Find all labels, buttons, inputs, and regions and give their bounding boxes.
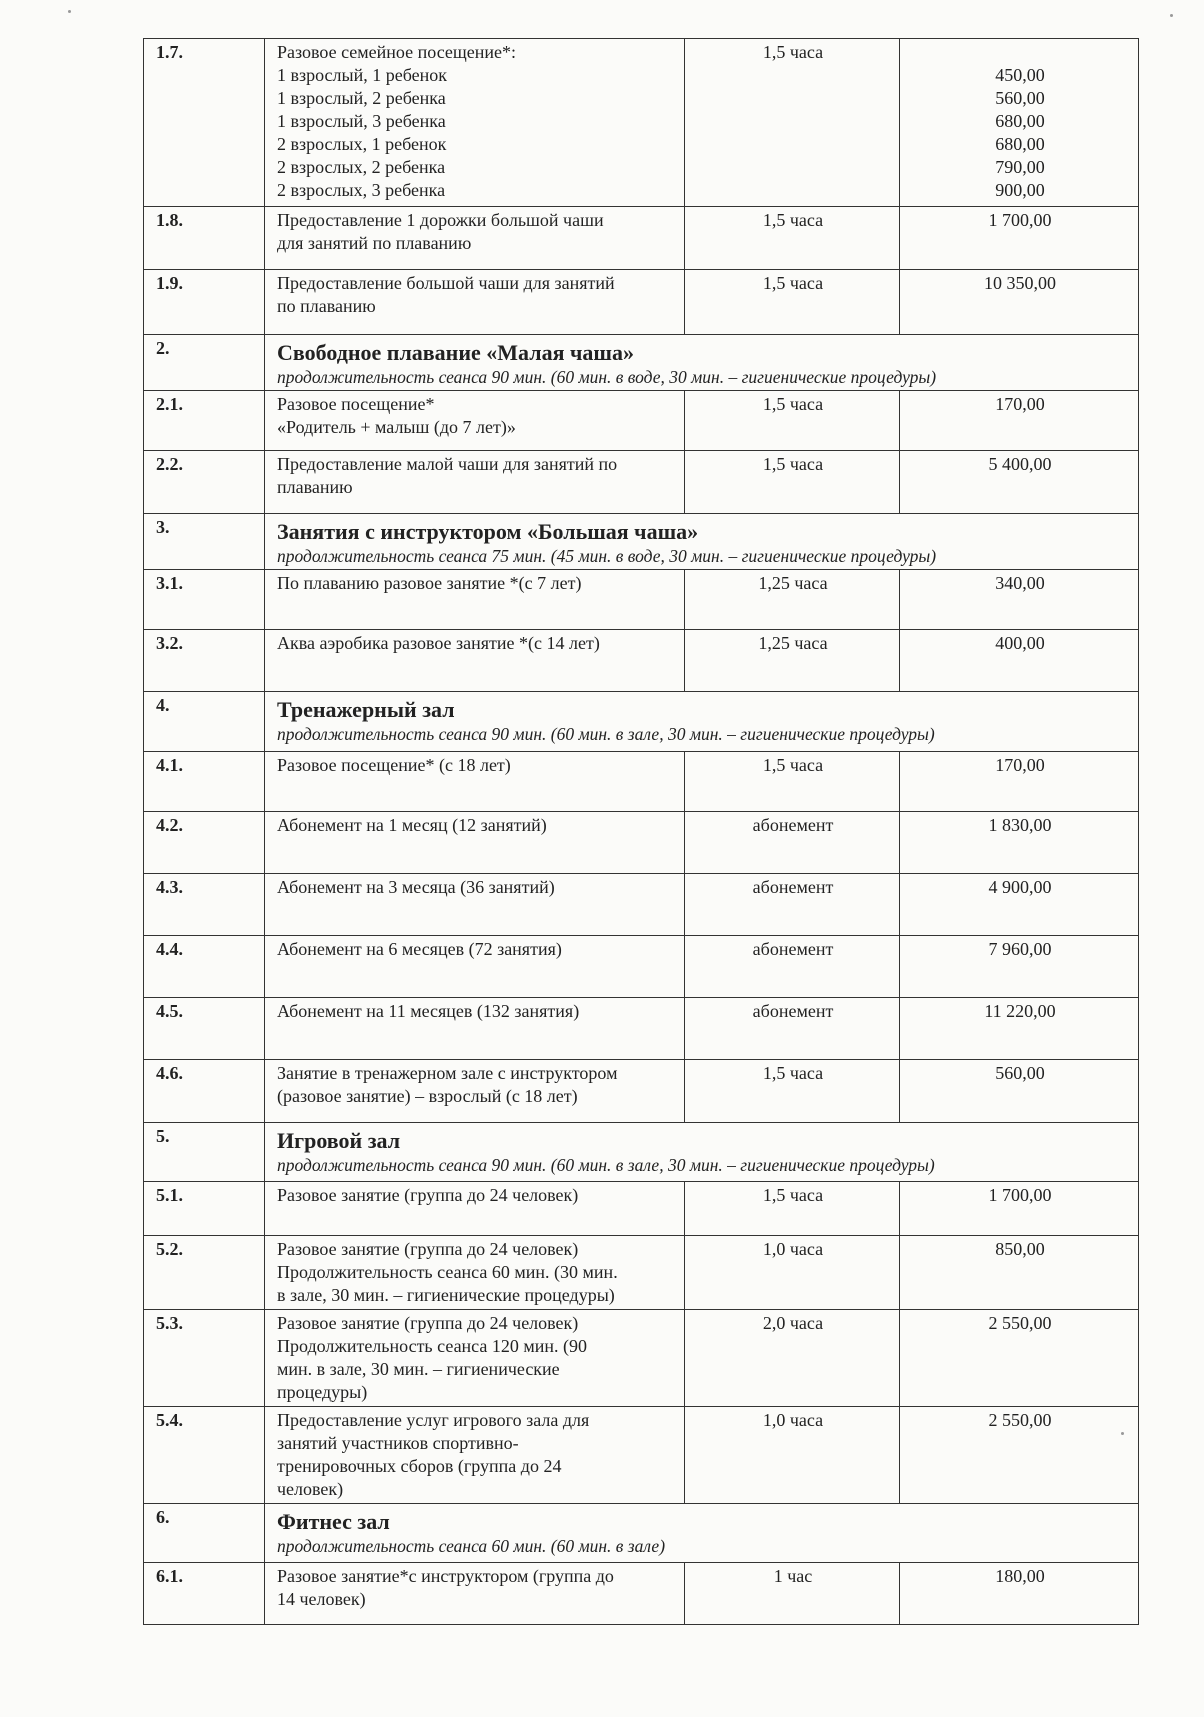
section-header-row [144,692,1139,752]
section-number-text: 2. [156,338,170,358]
service-name-line: Разовое занятие*с инструктором (группа до [277,1566,614,1586]
duration: 1,0 часа [762,1239,824,1259]
service-name-line: Абонемент на 11 месяцев (132 занятия) [277,1001,580,1021]
service-name-line: Аква аэробика разовое занятие *(с 14 лет) [277,633,600,653]
price-value: 11 220,00 [984,1001,1056,1021]
item-number [144,1310,265,1407]
service-name [265,936,685,998]
section-number-text: 4. [156,695,170,715]
service-name [265,1407,685,1504]
service-name-line: тренировочных сборов (группа до 24 [277,1456,562,1476]
price-row [144,570,1139,630]
service-name-line: Продолжительность сеанса 120 мин. (90 [277,1336,588,1356]
section-number [144,514,265,570]
item-number [144,39,265,207]
service-name-line: Предоставление малой чаши для занятий по [277,454,618,474]
price-value: 5 400,00 [988,454,1052,474]
service-name-line: в зале, 30 мин. – гигиенические процедуры) [277,1285,615,1305]
duration-cell [685,391,900,451]
price-value: 680,00 [995,134,1045,154]
service-name [265,1060,685,1123]
price-cell [900,752,1139,812]
duration: 1,25 часа [758,573,828,593]
price-value: 1 700,00 [988,210,1052,230]
price-cell [900,1407,1139,1504]
service-name [265,270,685,335]
service-name-line: (разовое занятие) – взрослый (с 18 лет) [277,1086,578,1106]
duration-cell [685,1310,900,1407]
price-value: 4 900,00 [988,877,1052,897]
service-name-line: «Родитель + малыш (до 7 лет)» [277,417,516,437]
duration-cell [685,207,900,270]
price-cell [900,812,1139,874]
duration: 1,5 часа [762,454,824,474]
section-header-row [144,335,1139,391]
item-number-text: 3.1. [156,573,183,593]
section-heading-cell [265,514,1139,570]
price-row [144,630,1139,692]
service-name-line: Разовое посещение* (с 18 лет) [277,755,511,775]
price-row [144,451,1139,514]
section-number-text: 5. [156,1126,170,1146]
price-value: 560,00 [995,1063,1045,1083]
price-value: 560,00 [995,88,1045,108]
service-name-line: Разовое семейное посещение*: [277,42,517,62]
section-title: Игровой зал [277,1128,401,1153]
item-number-text: 4.5. [156,1001,183,1021]
price-value: 400,00 [995,633,1045,653]
duration: 1,0 часа [762,1410,824,1430]
price-value: 1 700,00 [988,1185,1052,1205]
price-value: 450,00 [995,65,1045,85]
duration: абонемент [752,815,834,835]
service-name-line: плаванию [277,477,353,497]
service-name [265,1310,685,1407]
section-title: Свободное плавание «Малая чаша» [277,340,634,365]
price-row [144,1236,1139,1310]
item-number-text: 3.2. [156,633,183,653]
item-number [144,874,265,936]
price-cell [900,1310,1139,1407]
service-name-line: Разовое посещение* [277,394,435,414]
section-header-row [144,1123,1139,1182]
section-heading-cell [265,1123,1139,1182]
item-number [144,570,265,630]
item-number-text: 5.2. [156,1239,183,1259]
item-number [144,207,265,270]
section-subtitle: продолжительность сеанса 90 мин. (60 мин. в воде, 30 мин. – гигиенические процедуры) [277,367,937,387]
item-number [144,1060,265,1123]
duration: 1,5 часа [762,273,824,293]
service-name [265,391,685,451]
service-name [265,630,685,692]
duration-cell [685,874,900,936]
service-name-line: По плаванию разовое занятие *(с 7 лет) [277,573,582,593]
price-row [144,1182,1139,1236]
item-number-text: 1.8. [156,210,183,230]
price-value: 790,00 [995,157,1045,177]
service-name-line: для занятий по плаванию [277,233,472,253]
duration-cell [685,630,900,692]
duration-cell [685,570,900,630]
section-header-row [144,514,1139,570]
scan-speck [68,10,71,13]
service-name-line: Предоставление услуг игрового зала для [277,1410,590,1430]
item-number [144,998,265,1060]
duration-cell [685,998,900,1060]
price-row [144,270,1139,335]
price-list-table [143,38,1139,1625]
duration-cell [685,936,900,998]
section-heading-cell [265,335,1139,391]
duration-cell [685,752,900,812]
service-name [265,1182,685,1236]
section-subtitle: продолжительность сеанса 90 мин. (60 мин. в зале, 30 мин. – гигиенические процедуры) [277,1155,935,1175]
section-number [144,1504,265,1563]
section-subtitle: продолжительность сеанса 90 мин. (60 мин. в зале, 30 мин. – гигиенические процедуры) [277,724,935,744]
item-number-text: 2.1. [156,394,183,414]
item-number [144,630,265,692]
item-number-text: 5.4. [156,1410,183,1430]
service-name-line: 14 человек) [277,1589,366,1609]
service-name-line: Абонемент на 6 месяцев (72 занятия) [277,939,562,959]
item-number-text: 4.3. [156,877,183,897]
section-title: Занятия с инструктором «Большая чаша» [277,519,699,544]
price-row [144,39,1139,207]
service-name-line: Абонемент на 1 месяц (12 занятий) [277,815,547,835]
service-name-line: человек) [277,1479,344,1499]
price-row [144,1310,1139,1407]
price-value: 2 550,00 [988,1410,1052,1430]
duration-cell [685,451,900,514]
price-cell [900,451,1139,514]
item-number [144,1182,265,1236]
service-name-line: Занятие в тренажерном зале с инструктором [277,1063,618,1083]
section-number-text: 6. [156,1507,170,1527]
duration: 1,5 часа [762,1185,824,1205]
price-row [144,391,1139,451]
service-name-line: по плаванию [277,296,376,316]
service-name-line: Продолжительность сеанса 60 мин. (30 мин. [277,1262,618,1282]
section-number-text: 3. [156,517,170,537]
price-cell [900,391,1139,451]
price-value: 170,00 [995,755,1045,775]
price-list-body [144,39,1139,1625]
section-number [144,1123,265,1182]
price-cell [900,1182,1139,1236]
section-header-row [144,1504,1139,1563]
price-cell [900,1563,1139,1625]
service-name-line: 1 взрослый, 2 ребенка [277,88,446,108]
duration: 1,5 часа [762,755,824,775]
item-number [144,270,265,335]
service-name [265,39,685,207]
price-value: 180,00 [995,1566,1045,1586]
duration: 1,5 часа [762,42,824,62]
item-number-text: 4.1. [156,755,183,775]
item-number [144,812,265,874]
duration-cell [685,270,900,335]
service-name-line: Предоставление большой чаши для занятий [277,273,615,293]
duration-cell [685,1407,900,1504]
price-cell [900,936,1139,998]
item-number-text: 5.1. [156,1185,183,1205]
duration-cell [685,1060,900,1123]
item-number-text: 4.6. [156,1063,183,1083]
price-value: 680,00 [995,111,1045,131]
service-name [265,874,685,936]
section-subtitle: продолжительность сеанса 60 мин. (60 мин. в зале) [277,1536,666,1556]
duration: 1,5 часа [762,1063,824,1083]
service-name [265,207,685,270]
service-name-line: 2 взрослых, 2 ребенка [277,157,446,177]
section-heading-cell [265,1504,1139,1563]
price-cell [900,1236,1139,1310]
price-row [144,874,1139,936]
price-value: 340,00 [995,573,1045,593]
duration: абонемент [752,1001,834,1021]
price-cell [900,874,1139,936]
service-name-line: Разовое занятие (группа до 24 человек) [277,1185,579,1205]
price-value: 2 550,00 [988,1313,1052,1333]
price-list [912,41,1128,202]
price-row [144,207,1139,270]
item-number-text: 1.9. [156,273,183,293]
service-name-line: 2 взрослых, 3 ребенка [277,180,446,200]
service-name [265,451,685,514]
section-title: Тренажерный зал [277,697,455,722]
service-name-line: 2 взрослых, 1 ребенок [277,134,447,154]
item-number-text: 5.3. [156,1313,183,1333]
duration: 1,5 часа [762,210,824,230]
price-cell [900,39,1139,207]
section-number [144,335,265,391]
price-value: 900,00 [995,180,1045,200]
duration: абонемент [752,877,834,897]
price-row [144,812,1139,874]
price-row [144,1060,1139,1123]
duration: 1 час [773,1566,813,1586]
duration: 2,0 часа [762,1313,824,1333]
service-name [265,752,685,812]
item-number [144,752,265,812]
duration: 1,25 часа [758,633,828,653]
item-number-text: 4.2. [156,815,183,835]
service-name-line: 1 взрослый, 3 ребенка [277,111,446,131]
price-cell [900,1060,1139,1123]
price-value: 10 350,00 [984,273,1056,293]
price-value: 1 830,00 [988,815,1052,835]
price-value: 170,00 [995,394,1045,414]
item-number-text: 1.7. [156,42,183,62]
duration-cell [685,1236,900,1310]
item-number [144,936,265,998]
price-row [144,752,1139,812]
service-name [265,1563,685,1625]
section-heading-cell [265,692,1139,752]
service-name [265,1236,685,1310]
price-row [144,998,1139,1060]
item-number-text: 6.1. [156,1566,183,1586]
item-number [144,1407,265,1504]
duration-cell [685,812,900,874]
section-subtitle: продолжительность сеанса 75 мин. (45 мин. в воде, 30 мин. – гигиенические процедуры) [277,546,937,566]
service-name-line: Абонемент на 3 месяца (36 занятий) [277,877,555,897]
price-row [144,1563,1139,1625]
duration-cell [685,1563,900,1625]
section-title: Фитнес зал [277,1509,390,1534]
price-cell [900,570,1139,630]
service-name-line: Разовое занятие (группа до 24 человек) [277,1313,579,1333]
duration-cell [685,1182,900,1236]
item-number-text: 4.4. [156,939,183,959]
section-number [144,692,265,752]
service-name-line: мин. в зале, 30 мин. – гигиенические [277,1359,560,1379]
duration: 1,5 часа [762,394,824,414]
price-cell [900,270,1139,335]
duration-cell [685,39,900,207]
service-name [265,998,685,1060]
price-row [144,936,1139,998]
item-number [144,451,265,514]
item-number-text: 2.2. [156,454,183,474]
service-name [265,570,685,630]
service-name-line: Разовое занятие (группа до 24 человек) [277,1239,579,1259]
price-cell [900,630,1139,692]
item-number [144,1236,265,1310]
service-name-line: 1 взрослый, 1 ребенок [277,65,448,85]
price-row [144,1407,1139,1504]
service-name [265,812,685,874]
price-value: 850,00 [995,1239,1045,1259]
service-name-line: занятий участников спортивно- [277,1433,519,1453]
scan-speck [1170,14,1173,17]
duration: абонемент [752,939,834,959]
service-name-line: процедуры) [277,1382,368,1402]
item-number [144,391,265,451]
item-number [144,1563,265,1625]
price-cell [900,207,1139,270]
price-cell [900,998,1139,1060]
service-name-line: Предоставление 1 дорожки большой чаши [277,210,604,230]
price-value: 7 960,00 [988,939,1052,959]
